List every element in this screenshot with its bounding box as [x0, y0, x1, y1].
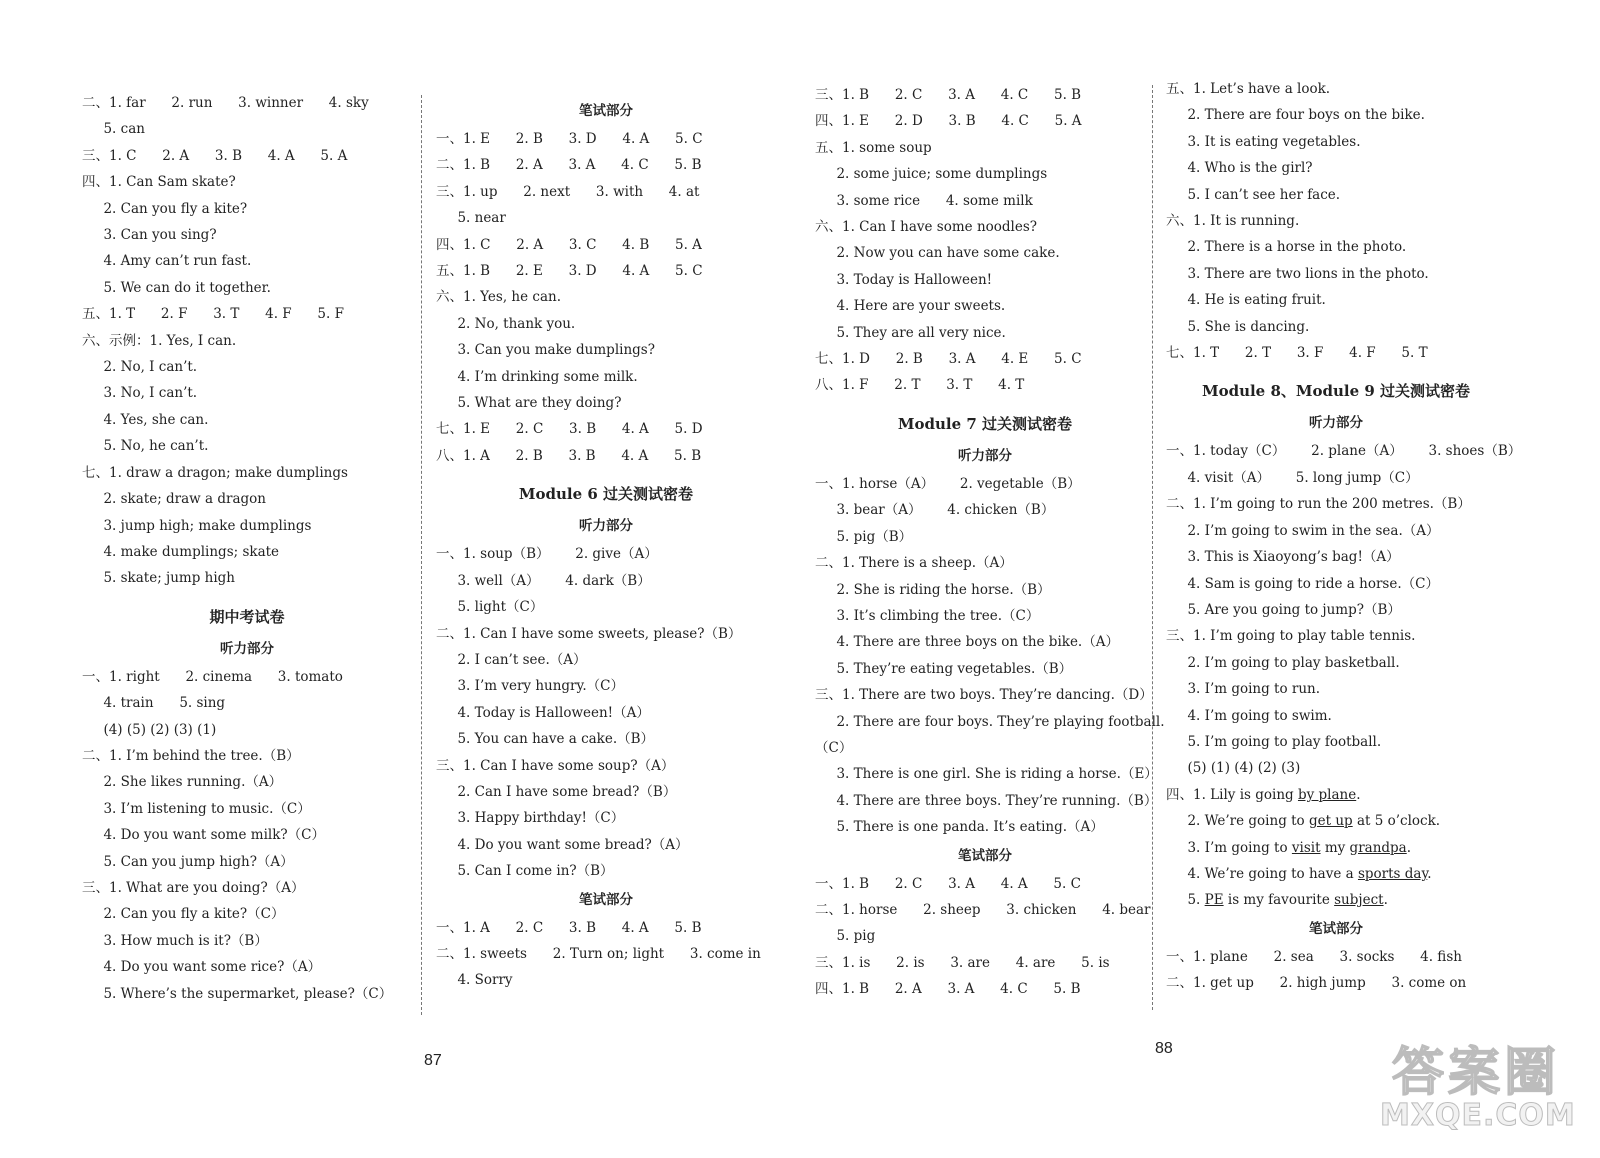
line-text: . — [1383, 892, 1388, 909]
answer-line: 2. Now you can have some cake. — [815, 245, 1060, 262]
underlined-answer: subject — [1334, 892, 1384, 909]
answer-line: 2. There are four boys. They’re playing football. — [815, 713, 1165, 730]
answer-line: 六、1. Can I have some noodles? — [815, 219, 1038, 236]
answer-line: 5. pig（B） — [815, 528, 913, 545]
answer-line: 三、1. Can I have some soup?（A） — [436, 757, 675, 774]
watermark-logo — [1372, 1030, 1576, 1140]
answer-line: 4. Amy can’t run fast. — [82, 253, 252, 270]
answer-line: 一、1. right 2. cinema 3. tomato — [82, 668, 343, 685]
answer-line: 2. There are four boys on the bike. — [1166, 107, 1425, 124]
answer-line: (5) (1) (4) (2) (3) — [1166, 760, 1301, 777]
answer-line: 七、1. E 2. C 3. B 4. A 5. D — [436, 421, 703, 438]
answer-line: 5. Are you going to jump?（B） — [1166, 601, 1401, 618]
answer-block-b — [1166, 438, 1522, 781]
column-divider — [1152, 85, 1153, 1010]
underlined-answer: get up — [1308, 813, 1353, 830]
answer-line: 一、1. today（C） 2. plane（A） 3. shoes（B） — [1166, 443, 1522, 460]
line-text: . — [1356, 786, 1361, 803]
answer-line: 5. I can’t see her face. — [1166, 186, 1341, 203]
answer-line: 3. bear（A） 4. chicken（B） — [815, 502, 1055, 519]
answer-line: 4. Do you want some bread?（A） — [436, 836, 689, 853]
answer-line: 5. She is dancing. — [1166, 318, 1310, 335]
answer-line: 二、1. B 2. A 3. A 4. C 5. B — [436, 157, 702, 174]
answer-line: 2. She is riding the horse.（B） — [815, 581, 1051, 598]
answer-line: 三、1. There are two boys. They’re dancing.（D） — [815, 687, 1153, 704]
answer-line — [1166, 835, 1506, 861]
section-title-midterm: 期中考试卷 — [209, 607, 285, 626]
answer-line: 4. I’m drinking some milk. — [436, 368, 638, 385]
answer-line: 二、1. There is a sheep.（A） — [815, 555, 1013, 572]
answer-line: 一、1. A 2. C 3. B 4. A 5. B — [436, 919, 702, 936]
answer-line: 5. You can have a cake.（B） — [436, 731, 655, 748]
watermark-text-top: 答案圈 — [1392, 1043, 1561, 1103]
answer-line: 5. light（C） — [436, 599, 544, 616]
answer-line: 2. I can’t see.（A） — [436, 651, 587, 668]
answer-line: （C） — [815, 739, 853, 756]
answer-line: 4. There are three boys. They’re running.（B） — [815, 792, 1158, 809]
answer-line: 3. Can you sing? — [82, 227, 217, 244]
answer-line: 2. Can you fly a kite?（C） — [82, 906, 285, 923]
answer-line: 二、1. I’m behind the tree.（B） — [82, 747, 300, 764]
answer-line: 3. It is eating vegetables. — [1166, 133, 1361, 150]
answer-line: 二、1. sweets 2. Turn on; light 3. come in — [436, 945, 761, 962]
answer-line: 4. visit（A） 5. long jump（C） — [1166, 469, 1419, 486]
line-text: 2. We’re going to — [1166, 813, 1309, 830]
answer-block-c — [815, 871, 1155, 1003]
column-divider — [421, 95, 422, 1015]
answer-line: 4. I’m going to swim. — [1166, 707, 1332, 724]
answer-line: 4. Yes, she can. — [82, 411, 209, 428]
answer-line: 六、示例：1. Yes, I can. — [82, 332, 237, 349]
answer-line: 3. There are two lions in the photo. — [1166, 265, 1429, 282]
underlined-answer: PE — [1204, 892, 1224, 909]
answer-block-c — [1166, 944, 1506, 997]
answer-block-a — [82, 90, 412, 592]
answer-line: 四、1. E 2. D 3. B 4. C 5. A — [815, 113, 1082, 130]
answer-line: 3. some rice 4. some milk — [815, 192, 1033, 209]
answer-line: 八、1. A 2. B 3. B 4. A 5. B — [436, 447, 702, 464]
answer-line: 5. No, he can’t. — [82, 438, 209, 455]
answer-line: 3. Today is Halloween! — [815, 271, 993, 288]
answer-line — [1166, 861, 1506, 887]
answer-line: 2. She likes running.（A） — [82, 774, 283, 791]
answer-line: 3. It’s climbing the tree.（C） — [815, 607, 1040, 624]
answer-line: 5. can — [82, 121, 145, 138]
answer-line: 2. I’m going to swim in the sea.（A） — [1166, 522, 1440, 539]
page-number-left: 87 — [424, 1052, 442, 1069]
answer-line: 5. We can do it together. — [82, 279, 271, 296]
line-text: . — [1406, 839, 1412, 856]
answer-line: 2. skate; draw a dragon — [82, 491, 266, 508]
line-text: . — [1427, 865, 1432, 882]
subheading-listening: 听力部分 — [958, 447, 1012, 464]
answer-line: 5. There is one panda. It’s eating.（A） — [815, 819, 1104, 836]
watermark-text-bottom: MXQE.COM — [1380, 1098, 1576, 1133]
section-title-module6: Module 6 过关测试密卷 — [518, 485, 694, 504]
column-1 — [82, 90, 412, 1007]
subheading-listening: 听力部分 — [1309, 415, 1363, 432]
answer-line: 4. Who is the girl? — [1166, 160, 1313, 177]
answer-line: 3. Happy birthday!（C） — [436, 810, 625, 827]
line-text: 四、1. Lily is going — [1166, 786, 1298, 803]
answer-line: 2. No, I can’t. — [82, 359, 198, 376]
section-title-module7: Module 7 过关测试密卷 — [897, 414, 1073, 433]
answer-line: 六、1. It is running. — [1166, 213, 1300, 230]
answer-line: 3. Can you make dumplings? — [436, 342, 655, 359]
answer-line: 五、1. B 2. E 3. D 4. A 5. C — [436, 263, 703, 280]
answer-block-a — [1166, 76, 1506, 366]
answer-line: 4. There are three boys on the bike.（A） — [815, 634, 1119, 651]
answer-line: 5. Can I come in?（B） — [436, 863, 614, 880]
answer-line: 4. make dumplings; skate — [82, 543, 280, 560]
underlined-answer: sports day — [1357, 865, 1428, 882]
column-3 — [815, 82, 1165, 1003]
answer-line: 三、1. I’m going to play table tennis. — [1166, 628, 1416, 645]
line-text: 5. — [1166, 892, 1205, 909]
answer-line: 4. Sam is going to ride a horse.（C） — [1166, 575, 1439, 592]
answer-line: 二、1. Can I have some sweets, please?（B） — [436, 625, 742, 642]
answer-line — [1166, 887, 1506, 913]
answer-line: 5. skate; jump high — [82, 570, 236, 587]
answer-line: 2. There is a horse in the photo. — [1166, 239, 1407, 256]
subheading-written: 笔试部分 — [579, 891, 633, 908]
answer-line: 四、1. B 2. A 3. A 4. C 5. B — [815, 981, 1081, 998]
answer-line: 5. They’re eating vegetables.（B） — [815, 660, 1073, 677]
answer-line: 4. train 5. sing — [82, 695, 226, 712]
answer-line: 4. Do you want some rice?（A） — [82, 959, 322, 976]
answer-line: 五、1. some soup — [815, 139, 932, 156]
answer-line: 五、1. Let’s have a look. — [1166, 81, 1331, 97]
answer-line: (4) (5) (2) (3) (1) — [82, 721, 217, 738]
section-title-module89: Module 8、Module 9 过关测试密卷 — [1201, 382, 1471, 401]
answer-line: 二、1. horse 2. sheep 3. chicken 4. bear — [815, 901, 1151, 918]
line-text: at 5 o’clock. — [1352, 813, 1441, 830]
underlined-answer: by plane — [1297, 786, 1357, 803]
subheading-written: 笔试部分 — [958, 847, 1012, 864]
answer-line: 2. some juice; some dumplings — [815, 166, 1048, 183]
answer-block-b — [815, 471, 1165, 841]
answer-line: 三、1. is 2. is 3. are 4. are 5. is — [815, 954, 1110, 971]
answer-line: 一、1. B 2. C 3. A 4. A 5. C — [815, 875, 1081, 892]
subheading-listening: 听力部分 — [220, 640, 274, 657]
answer-line: 5. near — [436, 210, 506, 227]
subheading-listening: 听力部分 — [579, 518, 633, 535]
answer-line — [1166, 782, 1506, 808]
answer-line: 3. I’m very hungry.（C） — [436, 678, 624, 695]
answer-line: 5. Where’s the supermarket, please?（C） — [82, 985, 393, 1002]
page-number-right: 88 — [1155, 1040, 1173, 1057]
answer-line: 2. Can I have some bread?（B） — [436, 783, 677, 800]
answer-line: 5. I’m going to play football. — [1166, 733, 1382, 750]
answer-line: 4. Sorry — [436, 972, 513, 989]
answer-line: 四、1. Can Sam skate? — [82, 174, 236, 191]
answer-block-a — [436, 126, 776, 469]
answer-line: 七、1. T 2. T 3. F 4. F 5. T — [1166, 345, 1428, 362]
answer-block-c — [436, 915, 776, 994]
line-text: is my favourite — [1223, 892, 1335, 909]
answer-line — [1166, 808, 1506, 834]
answer-line: 3. How much is it?（B） — [82, 932, 268, 949]
answer-block-a — [815, 82, 1155, 399]
answer-line: 二、1. far 2. run 3. winner 4. sky — [82, 95, 369, 111]
column-4 — [1166, 76, 1522, 997]
answer-line: 3. There is one girl. She is riding a horse.（E） — [815, 766, 1158, 783]
answer-line: 三、1. B 2. C 3. A 4. C 5. B — [815, 87, 1082, 103]
subheading-written: 笔试部分 — [1309, 920, 1363, 937]
answer-block-b — [82, 664, 412, 1007]
answer-line: 三、1. What are you doing?（A） — [82, 879, 305, 896]
answer-line: 一、1. E 2. B 3. D 4. A 5. C — [436, 131, 703, 147]
underlined-answer: grandpa — [1349, 839, 1407, 856]
answer-line: 3. No, I can’t. — [82, 385, 198, 402]
answer-line: 八、1. F 2. T 3. T 4. T — [815, 377, 1025, 394]
answer-line: 七、1. D 2. B 3. A 4. E 5. C — [815, 351, 1082, 368]
answer-line: 七、1. draw a dragon; make dumplings — [82, 464, 348, 481]
answer-line: 一、1. horse（A） 2. vegetable（B） — [815, 475, 1081, 492]
answer-line: 三、1. up 2. next 3. with 4. at — [436, 183, 700, 200]
answer-line: 2. No, thank you. — [436, 315, 576, 332]
answer-line: 3. This is Xiaoyong’s bag!（A） — [1166, 549, 1400, 566]
underlined-answer: visit — [1291, 839, 1321, 856]
answer-line: 5. What are they doing? — [436, 395, 622, 412]
answer-line: 六、1. Yes, he can. — [436, 289, 561, 306]
line-text: 4. We’re going to have a — [1166, 865, 1358, 882]
answer-line: 5. Can you jump high?（A） — [82, 853, 294, 870]
subheading-written: 笔试部分 — [579, 103, 633, 119]
answer-line: 4. Here are your sweets. — [815, 298, 1006, 315]
answer-line: 四、1. C 2. A 3. C 4. B 5. A — [436, 236, 702, 253]
column-2 — [436, 96, 776, 994]
answer-line: 二、1. get up 2. high jump 3. come on — [1166, 975, 1467, 992]
answer-line: 3. well（A） 4. dark（B） — [436, 572, 651, 589]
answer-block-b — [436, 541, 776, 884]
answer-line: 三、1. C 2. A 3. B 4. A 5. A — [82, 147, 348, 164]
answer-line: 一、1. soup（B） 2. give（A） — [436, 546, 658, 563]
answer-line: 3. I’m going to run. — [1166, 681, 1321, 698]
answer-line: 五、1. T 2. F 3. T 4. F 5. F — [82, 306, 344, 323]
answer-line: 2. I’m going to play basketball. — [1166, 654, 1400, 671]
answer-line: 3. I’m listening to music.（C） — [82, 800, 311, 817]
answer-line: 2. Can you fly a kite? — [82, 200, 248, 217]
answer-line: 5. pig — [815, 928, 876, 945]
answer-line: 4. Do you want some milk?（C） — [82, 827, 325, 844]
answer-line: 一、1. plane 2. sea 3. socks 4. fish — [1166, 948, 1462, 965]
answer-line: 3. jump high; make dumplings — [82, 517, 312, 534]
line-text: my — [1320, 839, 1350, 856]
answer-line: 4. He is eating fruit. — [1166, 292, 1326, 309]
answer-line: 二、1. I’m going to run the 200 metres.（B） — [1166, 496, 1471, 513]
answer-block-four — [1166, 782, 1506, 914]
line-text: 3. I’m going to — [1166, 839, 1292, 856]
answer-line: 5. They are all very nice. — [815, 324, 1006, 341]
answer-line: 4. Today is Halloween!（A） — [436, 704, 650, 721]
